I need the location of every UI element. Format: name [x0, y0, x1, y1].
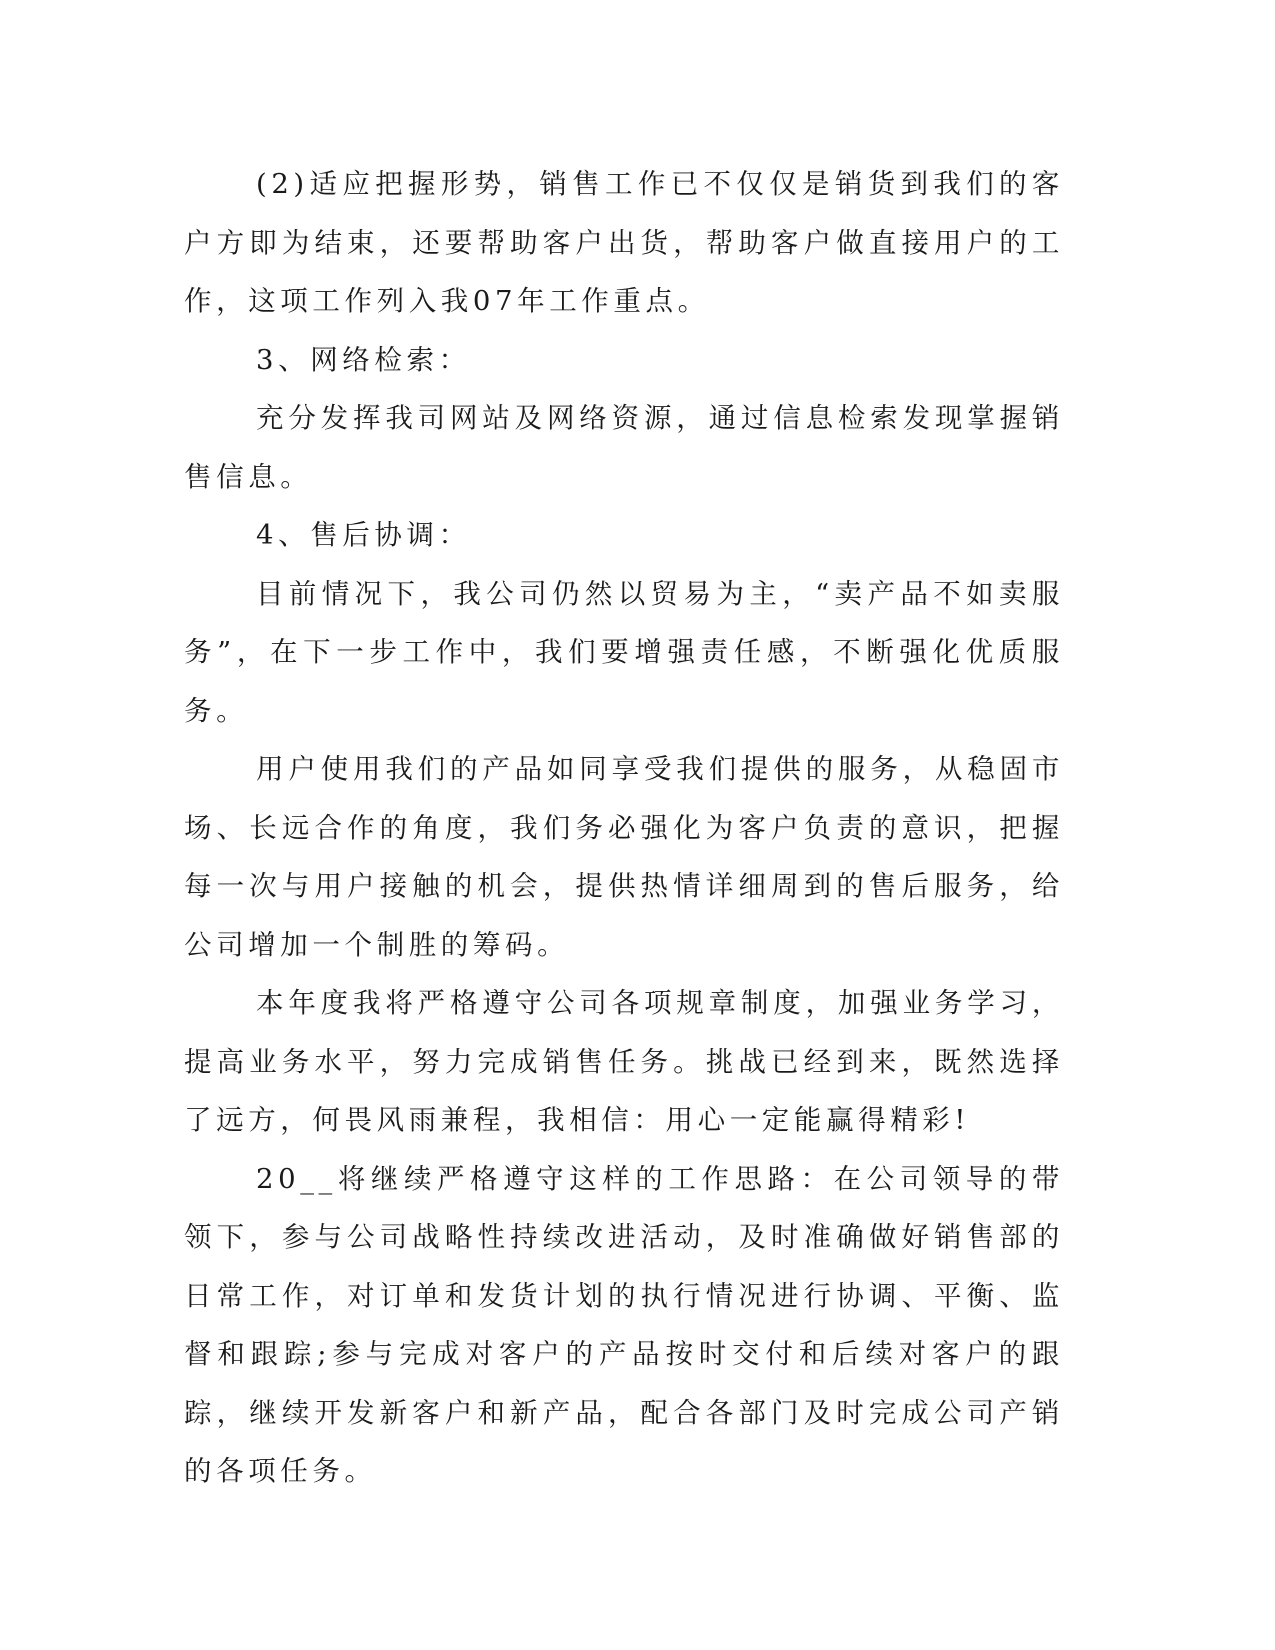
paragraph-network-resources: 充分发挥我司网站及网络资源，通过信息检索发现掌握销售信息。 — [184, 402, 1064, 493]
heading-after-sales: 4、售后协调： — [256, 519, 471, 551]
paragraph-service-focus: 目前情况下，我公司仍然以贸易为主，“卖产品不如卖服务”，在下一步工作中，我们要增强责任感，不断强化优质服务。 — [184, 577, 1064, 727]
paragraph-customer-service: 用户使用我们的产品如同享受我们提供的服务，从稳固市场、长远合作的角度，我们务必强化为客户负责的意识，把握每一次与用户接触的机会，提供热情详细周到的售后服务，给公司增加一个制胜的筹码。 — [184, 753, 1064, 961]
paragraph-work-plan: 20__将继续严格遵守这样的工作思路：在公司领导的带领下，参与公司战略性持续改进活动，及时准确做好销售部的日常工作，对订单和发货计划的执行情况进行协调、平衡、监督和跟踪;参与完成对客户的产品按时交付和后续对客户的跟踪，继续开发新客户和新产品，配合各部门及时完成公司产销的各项任务。 — [184, 1162, 1064, 1487]
paragraph-market-adaptation: (2)适应把握形势，销售工作已不仅仅是销货到我们的客户方即为结束，还要帮助客户出货，帮助客户做直接用户的工作，这项工作列入我07年工作重点。 — [184, 168, 1064, 317]
paragraph-annual-commitment: 本年度我将严格遵守公司各项规章制度，加强业务学习，提高业务水平，努力完成销售任务。挑战已经到来，既然选择了远方，何畏风雨兼程，我相信：用心一定能赢得精彩! — [184, 987, 1064, 1136]
heading-network-search: 3、网络检索： — [256, 343, 471, 376]
document-body — [184, 155, 1064, 1501]
